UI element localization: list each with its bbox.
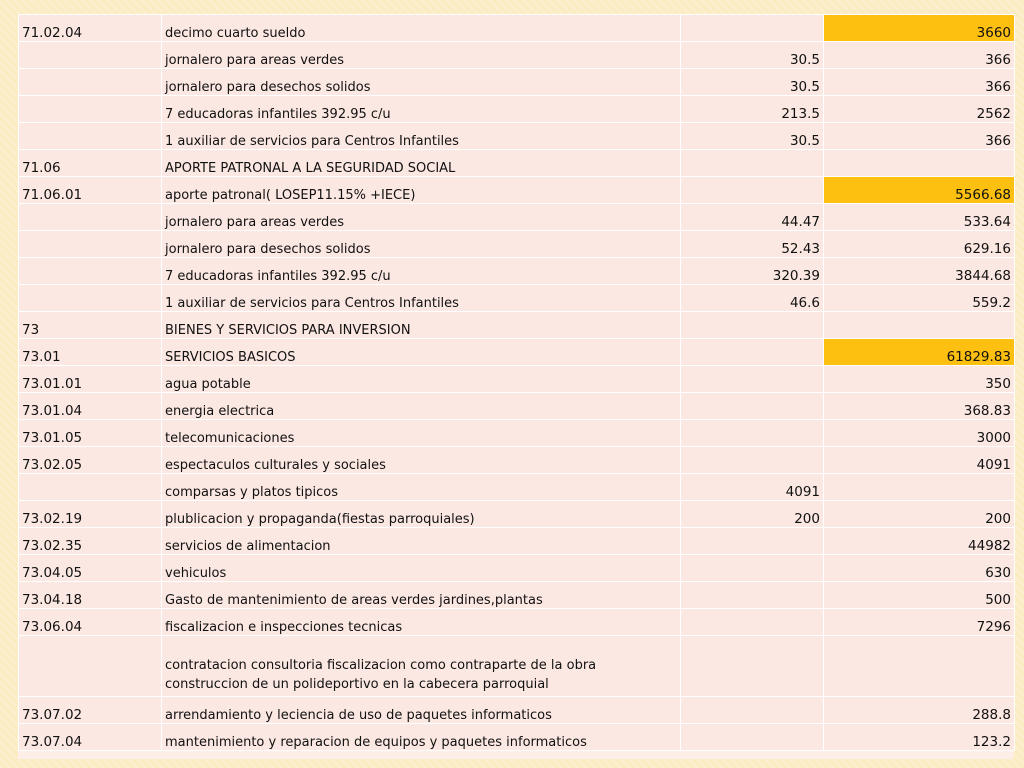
amount-cell: 123.2 <box>824 724 1015 751</box>
description-cell: comparsas y platos tipicos <box>162 474 681 501</box>
table-row <box>19 555 1015 582</box>
description-cell: vehiculos <box>162 555 681 582</box>
amount-cell: 350 <box>824 366 1015 393</box>
partial-value-cell <box>681 339 824 366</box>
account-code-cell <box>19 636 162 697</box>
account-code-cell <box>19 123 162 150</box>
partial-value-cell <box>681 528 824 555</box>
amount-cell: 3660 <box>824 15 1015 42</box>
partial-value-cell <box>681 582 824 609</box>
account-code-cell: 71.02.04 <box>19 15 162 42</box>
account-code-cell: 73.01.04 <box>19 393 162 420</box>
partial-value-cell <box>681 420 824 447</box>
table-row <box>19 474 1015 501</box>
description-cell: BIENES Y SERVICIOS PARA INVERSION <box>162 312 681 339</box>
table-row <box>19 393 1015 420</box>
partial-value-cell: 52.43 <box>681 231 824 258</box>
table-row <box>19 150 1015 177</box>
partial-value-cell: 30.5 <box>681 42 824 69</box>
partial-value-cell: 46.6 <box>681 285 824 312</box>
description-cell: 1 auxiliar de servicios para Centros Infantiles <box>162 285 681 312</box>
account-code-cell: 73.04.18 <box>19 582 162 609</box>
amount-cell <box>824 636 1015 697</box>
table-row <box>19 697 1015 724</box>
budget-table <box>18 14 1015 751</box>
amount-cell <box>824 150 1015 177</box>
description-cell: APORTE PATRONAL A LA SEGURIDAD SOCIAL <box>162 150 681 177</box>
amount-cell: 3000 <box>824 420 1015 447</box>
amount-cell: 366 <box>824 42 1015 69</box>
description-cell: 7 educadoras infantiles 392.95 c/u <box>162 96 681 123</box>
table-row <box>19 312 1015 339</box>
table-row <box>19 258 1015 285</box>
table-row <box>19 231 1015 258</box>
table-row <box>19 123 1015 150</box>
table-row <box>19 42 1015 69</box>
table-row <box>19 69 1015 96</box>
amount-cell: 4091 <box>824 447 1015 474</box>
description-cell: energia electrica <box>162 393 681 420</box>
table-row <box>19 582 1015 609</box>
amount-cell: 368.83 <box>824 393 1015 420</box>
table-row <box>19 528 1015 555</box>
account-code-cell: 73.02.05 <box>19 447 162 474</box>
account-code-cell <box>19 96 162 123</box>
amount-cell: 200 <box>824 501 1015 528</box>
partial-value-cell <box>681 366 824 393</box>
partial-value-cell: 44.47 <box>681 204 824 231</box>
description-cell: espectaculos culturales y sociales <box>162 447 681 474</box>
amount-cell: 2562 <box>824 96 1015 123</box>
account-code-cell: 71.06.01 <box>19 177 162 204</box>
amount-cell: 630 <box>824 555 1015 582</box>
table-row <box>19 420 1015 447</box>
description-cell: 1 auxiliar de servicios para Centros Infantiles <box>162 123 681 150</box>
account-code-cell <box>19 69 162 96</box>
account-code-cell <box>19 204 162 231</box>
partial-value-cell <box>681 15 824 42</box>
amount-cell <box>824 312 1015 339</box>
account-code-cell: 73.04.05 <box>19 555 162 582</box>
account-code-cell <box>19 285 162 312</box>
table-row <box>19 177 1015 204</box>
description-cell: jornalero para desechos solidos <box>162 69 681 96</box>
table-row <box>19 636 1015 697</box>
account-code-cell: 73.01.05 <box>19 420 162 447</box>
partial-value-cell <box>681 447 824 474</box>
account-code-cell <box>19 258 162 285</box>
account-code-cell: 73.01.01 <box>19 366 162 393</box>
account-code-cell: 73.07.04 <box>19 724 162 751</box>
amount-cell: 3844.68 <box>824 258 1015 285</box>
description-cell: SERVICIOS BASICOS <box>162 339 681 366</box>
description-cell: arrendamiento y leciencia de uso de paquetes informaticos <box>162 697 681 724</box>
partial-value-cell <box>681 636 824 697</box>
description-cell: contratacion consultoria fiscalizacion como contraparte de la obra construccion de un polideportivo en la cabecera parroquial <box>162 636 681 697</box>
table-row <box>19 96 1015 123</box>
partial-value-cell: 320.39 <box>681 258 824 285</box>
amount-cell: 366 <box>824 123 1015 150</box>
account-code-cell: 73.07.02 <box>19 697 162 724</box>
table-row <box>19 204 1015 231</box>
account-code-cell: 73.06.04 <box>19 609 162 636</box>
amount-cell: 559.2 <box>824 285 1015 312</box>
amount-cell <box>824 474 1015 501</box>
account-code-cell: 73.02.35 <box>19 528 162 555</box>
description-cell: plublicacion y propaganda(fiestas parroquiales) <box>162 501 681 528</box>
table-row <box>19 339 1015 366</box>
partial-value-cell <box>681 150 824 177</box>
partial-value-cell <box>681 312 824 339</box>
table-row <box>19 724 1015 751</box>
description-cell: aporte patronal( LOSEP11.15% +IECE) <box>162 177 681 204</box>
table-row <box>19 285 1015 312</box>
description-cell: decimo cuarto sueldo <box>162 15 681 42</box>
partial-value-cell: 4091 <box>681 474 824 501</box>
amount-cell: 288.8 <box>824 697 1015 724</box>
partial-value-cell <box>681 393 824 420</box>
budget-sheet <box>18 14 1013 759</box>
description-cell: servicios de alimentacion <box>162 528 681 555</box>
account-code-cell: 73.01 <box>19 339 162 366</box>
description-cell: mantenimiento y reparacion de equipos y paquetes informaticos <box>162 724 681 751</box>
description-cell: fiscalizacion e inspecciones tecnicas <box>162 609 681 636</box>
description-cell: jornalero para areas verdes <box>162 42 681 69</box>
amount-cell: 7296 <box>824 609 1015 636</box>
description-cell: jornalero para desechos solidos <box>162 231 681 258</box>
account-code-cell <box>19 474 162 501</box>
description-cell: Gasto de mantenimiento de areas verdes jardines,plantas <box>162 582 681 609</box>
partial-value-cell: 30.5 <box>681 69 824 96</box>
table-row <box>19 15 1015 42</box>
table-row <box>19 609 1015 636</box>
partial-value-cell <box>681 697 824 724</box>
partial-value-cell <box>681 609 824 636</box>
amount-cell: 533.64 <box>824 204 1015 231</box>
account-code-cell <box>19 231 162 258</box>
account-code-cell: 73 <box>19 312 162 339</box>
amount-cell: 629.16 <box>824 231 1015 258</box>
account-code-cell <box>19 42 162 69</box>
table-row <box>19 501 1015 528</box>
partial-value-cell <box>681 724 824 751</box>
amount-cell: 366 <box>824 69 1015 96</box>
account-code-cell: 73.02.19 <box>19 501 162 528</box>
table-row <box>19 366 1015 393</box>
partial-value-cell: 30.5 <box>681 123 824 150</box>
amount-cell: 5566.68 <box>824 177 1015 204</box>
description-cell: telecomunicaciones <box>162 420 681 447</box>
account-code-cell: 71.06 <box>19 150 162 177</box>
partial-value-cell: 213.5 <box>681 96 824 123</box>
description-cell: jornalero para areas verdes <box>162 204 681 231</box>
partial-value-cell: 200 <box>681 501 824 528</box>
table-row <box>19 447 1015 474</box>
partial-value-cell <box>681 555 824 582</box>
amount-cell: 44982 <box>824 528 1015 555</box>
amount-cell: 61829.83 <box>824 339 1015 366</box>
amount-cell: 500 <box>824 582 1015 609</box>
description-cell: 7 educadoras infantiles 392.95 c/u <box>162 258 681 285</box>
partial-value-cell <box>681 177 824 204</box>
description-cell: agua potable <box>162 366 681 393</box>
